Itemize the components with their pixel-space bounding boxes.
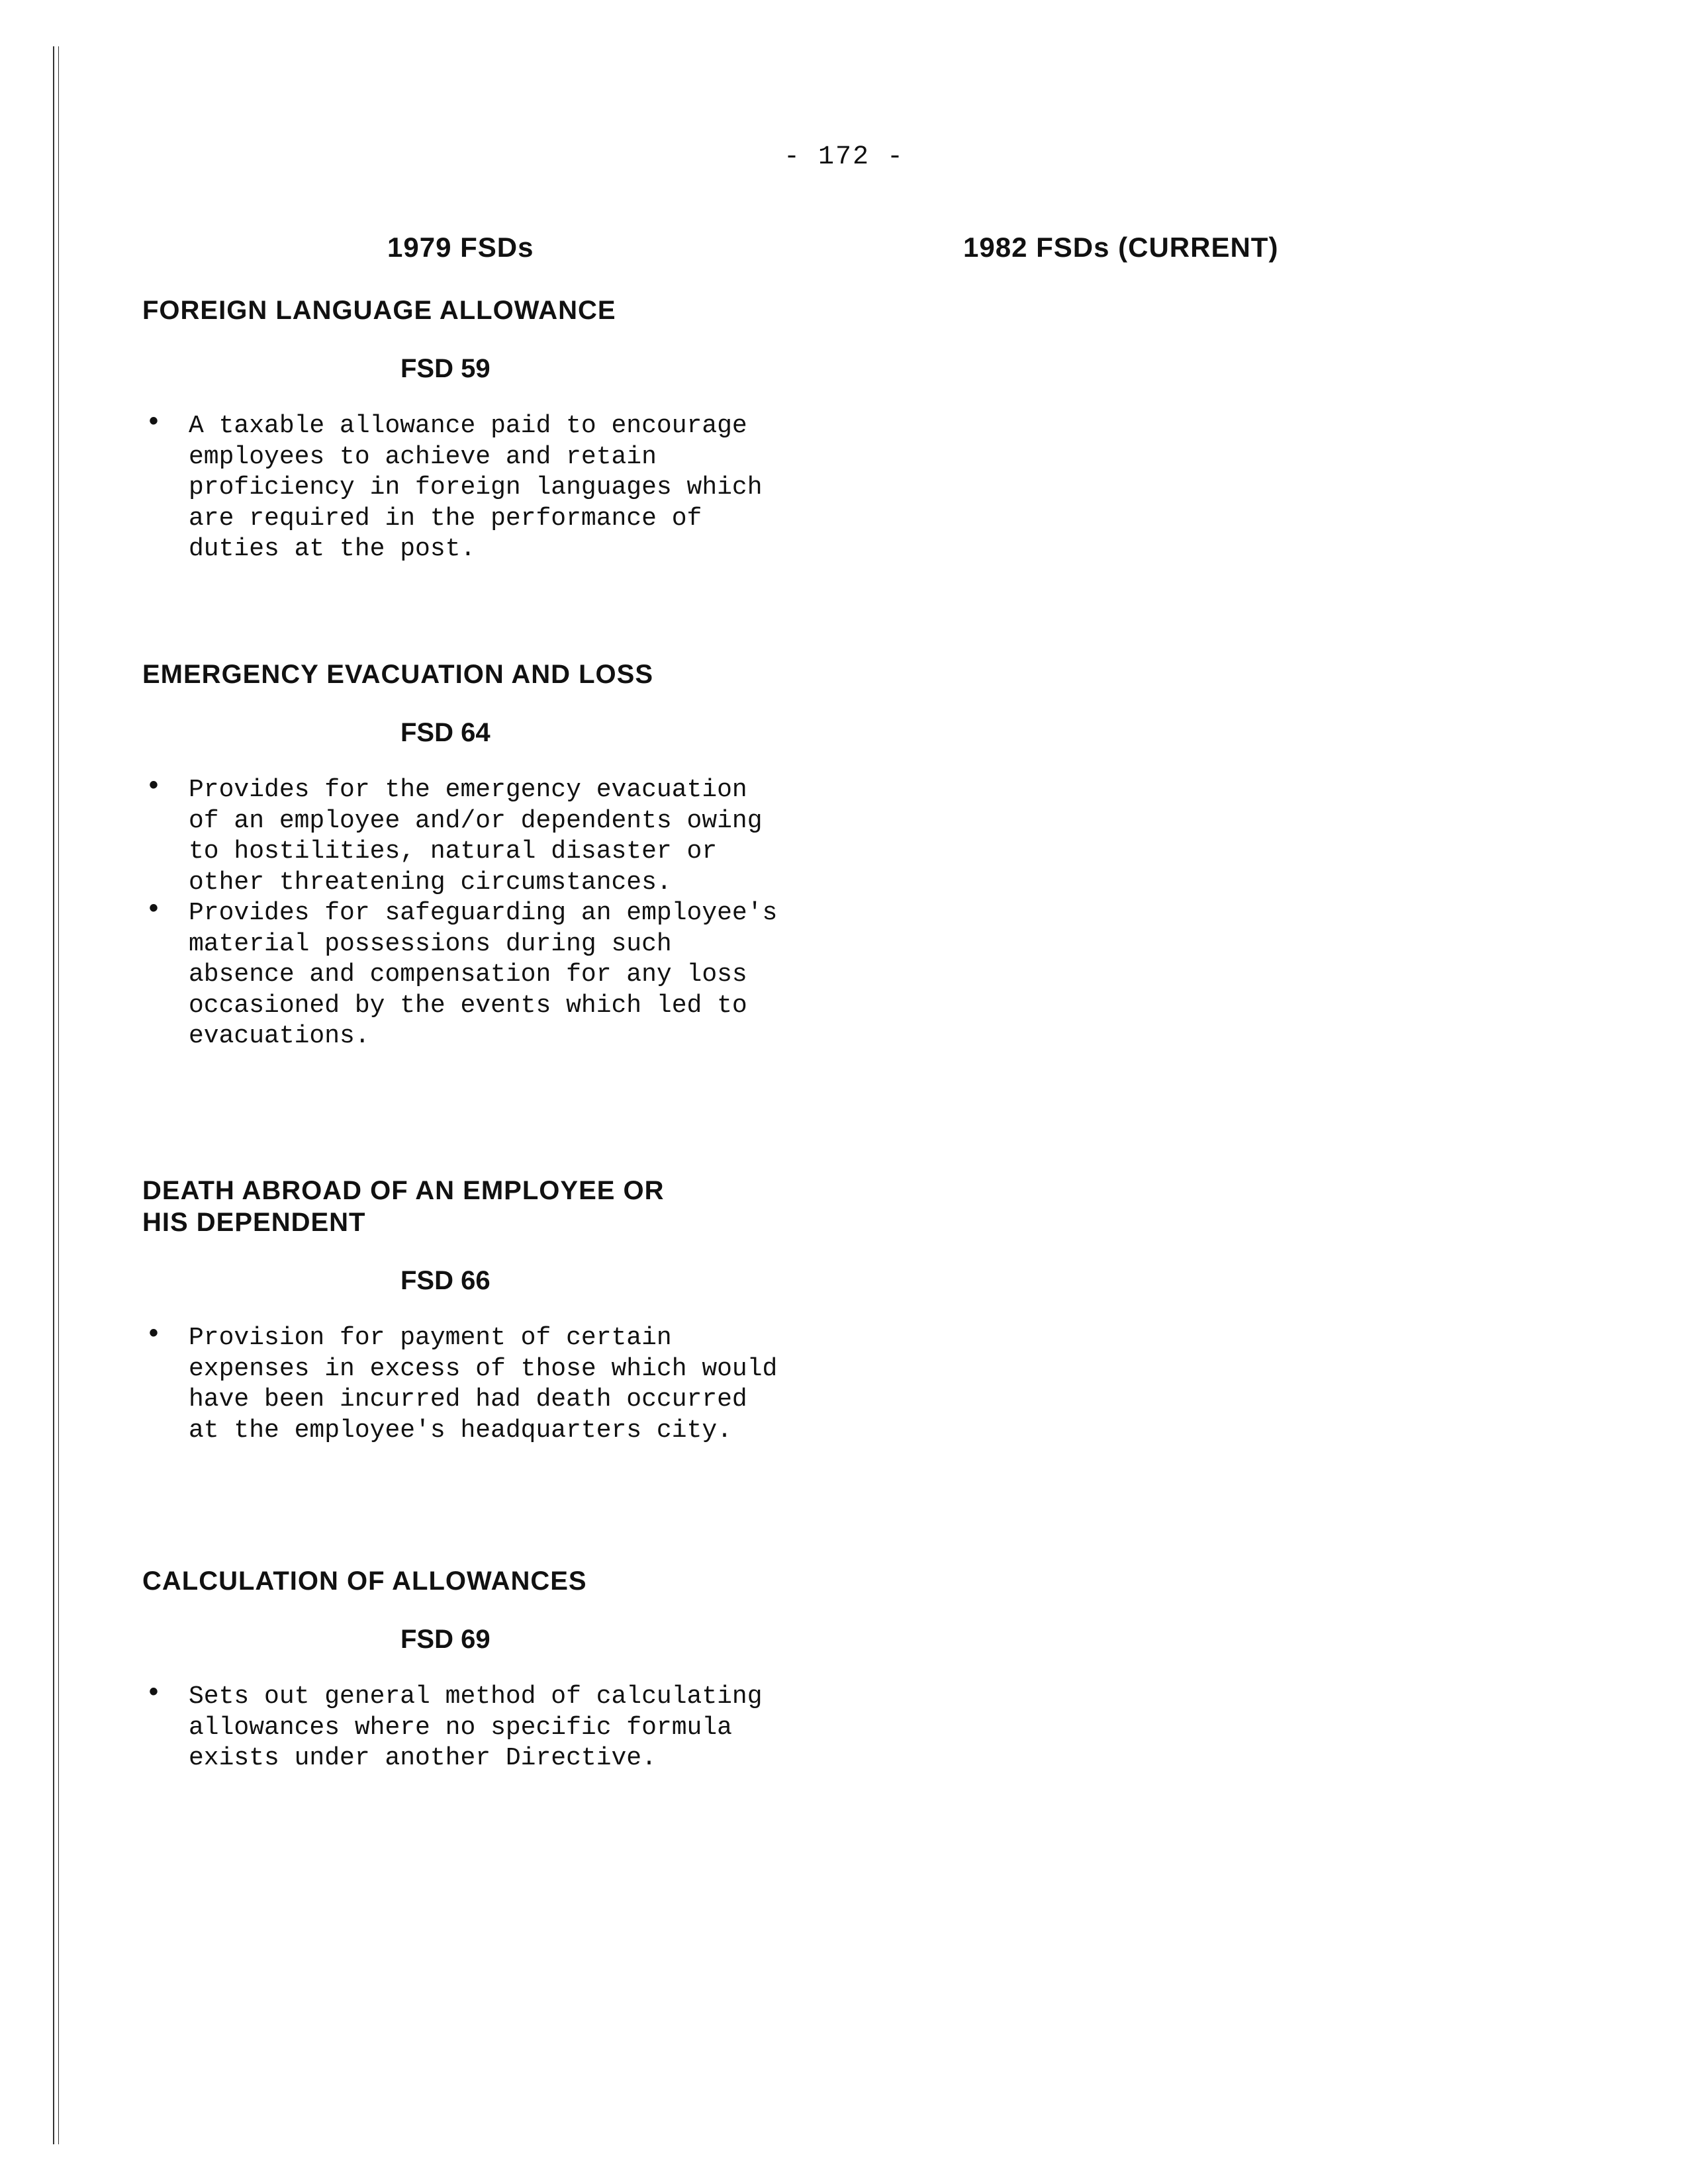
section-title: DEATH ABROAD OF AN EMPLOYEE OR HIS DEPENDENT	[142, 1176, 665, 1237]
list-item	[142, 895, 784, 1052]
bullet-icon: •	[146, 895, 162, 925]
bullet-text: A taxable allowance paid to encourage employees to achieve and retain proficiency in foreign languages which are required in the performance of duties at the post.	[189, 412, 763, 563]
column-heading-1982: 1982 FSDs (CURRENT)	[963, 232, 1279, 263]
section-title: FOREIGN LANGUAGE ALLOWANCE	[142, 296, 616, 325]
fsd-number: FSD 64	[400, 718, 491, 747]
section-emergency-evacuation	[142, 659, 778, 1052]
section-calculation-of-allowances	[142, 1565, 778, 1774]
bullet-text: Sets out general method of calculating allowances where no specific formula exists under another Directive.	[189, 1682, 763, 1772]
list-item	[142, 772, 784, 898]
bullet-icon: •	[146, 772, 162, 802]
bullet-icon: •	[146, 408, 162, 438]
bullet-list	[142, 1679, 778, 1774]
margin-rule-1	[53, 46, 54, 2144]
bullet-icon: •	[146, 1679, 162, 1709]
margin-rule-2	[58, 46, 59, 2144]
page-number: - 172 -	[783, 142, 905, 172]
fsd-number: FSD 66	[400, 1266, 491, 1295]
bullet-text: Provision for payment of certain expenses in excess of those which would have been incurred had death occurred at the employee's headquarters city.	[189, 1324, 778, 1445]
section-foreign-language-allowance	[142, 295, 778, 565]
bullet-list	[142, 1320, 778, 1446]
section-title: CALCULATION OF ALLOWANCES	[142, 1567, 587, 1596]
bullet-list	[142, 408, 778, 565]
list-item	[142, 408, 784, 565]
bullet-text: Provides for safeguarding an employee's material possessions during such absence and compensation for any loss occasioned by the events which led to evacuations.	[189, 899, 778, 1050]
bullet-list	[142, 772, 778, 1052]
fsd-number: FSD 59	[400, 354, 491, 383]
bullet-text: Provides for the emergency evacuation of an employee and/or dependents owing to hostilities, natural disaster or other threatening circumstances.	[189, 776, 763, 897]
section-death-abroad	[142, 1175, 778, 1446]
fsd-number: FSD 69	[400, 1625, 491, 1654]
list-item	[142, 1679, 771, 1774]
bullet-icon: •	[146, 1320, 162, 1350]
list-item	[142, 1320, 784, 1446]
section-title: EMERGENCY EVACUATION AND LOSS	[142, 660, 654, 689]
column-heading-1979: 1979 FSDs	[387, 232, 534, 263]
